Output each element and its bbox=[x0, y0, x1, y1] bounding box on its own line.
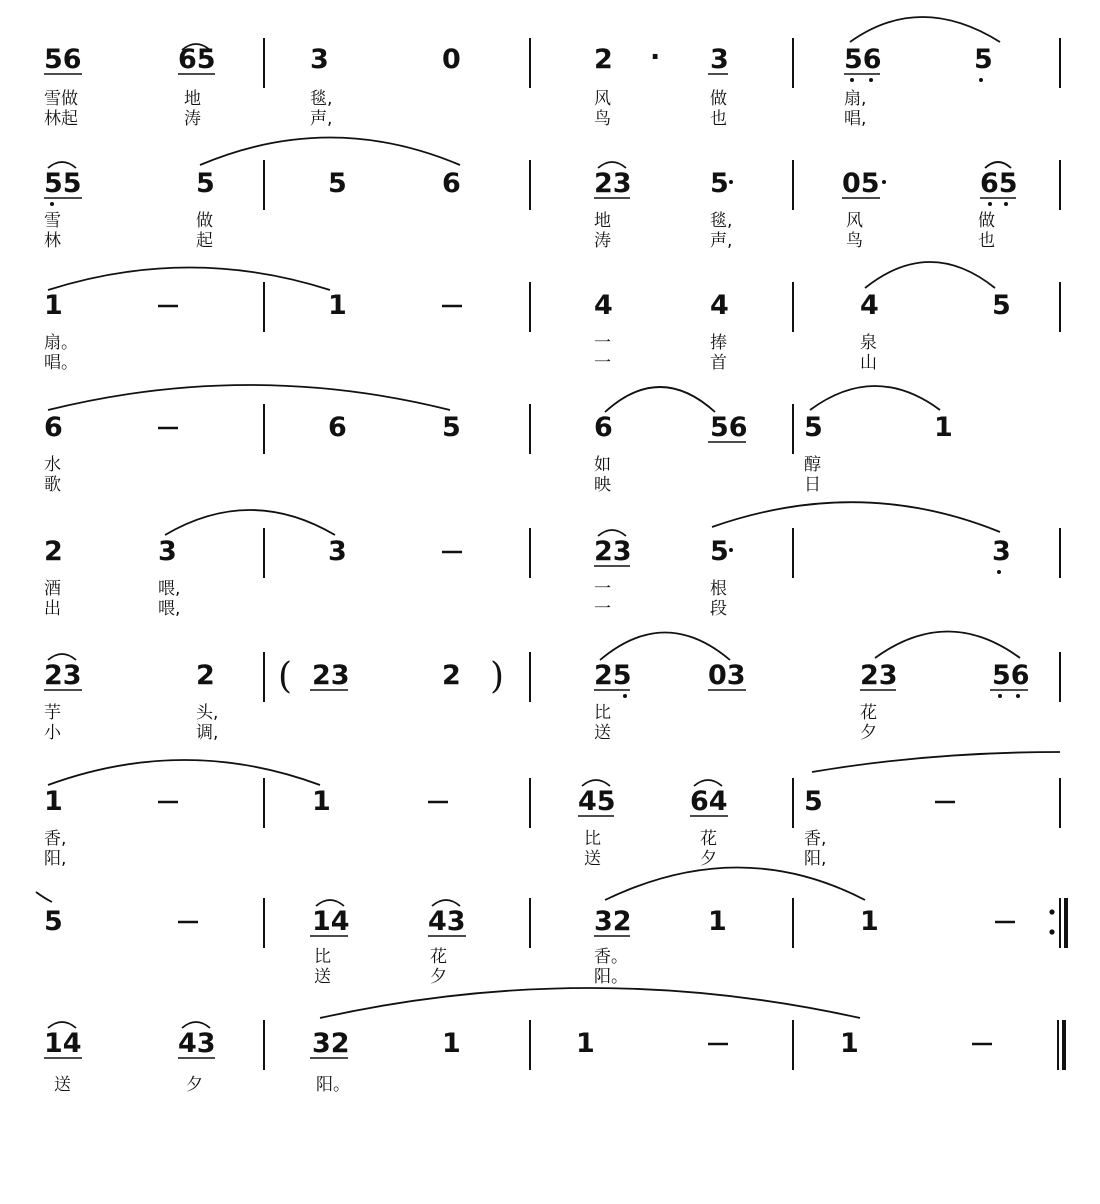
score-row-5 bbox=[44, 502, 1060, 619]
lyric: 段 bbox=[710, 599, 727, 619]
note: 2 bbox=[44, 536, 63, 567]
note: 0 bbox=[442, 44, 461, 75]
lyric: 也 bbox=[978, 231, 995, 251]
note: 5 bbox=[710, 168, 729, 199]
lyric: 喂, bbox=[158, 599, 181, 619]
lyric: 捧 bbox=[710, 333, 727, 353]
note: 55 bbox=[44, 168, 82, 199]
lyric: 比 bbox=[594, 703, 611, 723]
note: 5 bbox=[442, 412, 461, 443]
note: 14 bbox=[312, 906, 350, 937]
score-row-4 bbox=[44, 385, 953, 495]
lyric: 夕 bbox=[186, 1075, 203, 1095]
lyric: 醇 bbox=[804, 455, 821, 475]
lyric: 根 bbox=[710, 579, 727, 599]
note: 14 bbox=[44, 1028, 82, 1059]
lyric: 一 bbox=[594, 333, 611, 353]
note: 4 bbox=[710, 290, 729, 321]
note: 1 bbox=[442, 1028, 461, 1059]
note: 6 bbox=[442, 168, 461, 199]
slur bbox=[605, 868, 865, 901]
lyric: 芋 bbox=[44, 703, 61, 723]
lyric: 毯, bbox=[710, 211, 733, 231]
note: 3 bbox=[710, 44, 729, 75]
repeat-end-barline bbox=[1049, 898, 1066, 948]
lyric: 花 bbox=[700, 829, 717, 849]
lyric: 起 bbox=[196, 231, 213, 251]
note: 2 bbox=[196, 660, 215, 691]
note: 6 bbox=[44, 412, 63, 443]
note: 4 bbox=[860, 290, 879, 321]
note: 65 bbox=[178, 44, 216, 75]
lyric: 映 bbox=[594, 475, 611, 495]
note: 03 bbox=[708, 660, 746, 691]
lyric: 一 bbox=[594, 599, 611, 619]
lyric: 香, bbox=[44, 829, 67, 849]
lyric: 酒 bbox=[44, 579, 61, 599]
slur bbox=[600, 633, 730, 661]
note: 1 bbox=[840, 1028, 859, 1059]
lyric: 夕 bbox=[860, 723, 877, 743]
lyric: 送 bbox=[594, 723, 611, 743]
lyric: 也 bbox=[710, 109, 727, 129]
dot: · bbox=[650, 42, 661, 73]
note: 5 bbox=[804, 412, 823, 443]
lyric: 山 bbox=[860, 353, 877, 373]
lyric: 扇。 bbox=[44, 333, 78, 353]
note: 64 bbox=[690, 786, 728, 817]
note: 56 bbox=[992, 660, 1030, 691]
score-row-9 bbox=[44, 988, 1064, 1095]
slur bbox=[320, 988, 860, 1018]
lyric: 喂, bbox=[158, 579, 181, 599]
lyric: 夕 bbox=[700, 849, 717, 869]
note: 23 bbox=[594, 168, 632, 199]
note: 05 bbox=[842, 168, 880, 199]
slur bbox=[200, 138, 460, 166]
score-row-3 bbox=[44, 262, 1060, 373]
note: 5 bbox=[974, 44, 993, 75]
lyric: 做 bbox=[196, 211, 213, 231]
note: 3 bbox=[992, 536, 1011, 567]
slur bbox=[165, 510, 335, 535]
note: 1 bbox=[328, 290, 347, 321]
note: 45 bbox=[578, 786, 616, 817]
note: 32 bbox=[594, 906, 632, 937]
lyric: 林 bbox=[44, 231, 61, 251]
note: 56 bbox=[710, 412, 748, 443]
lyric: 水 bbox=[44, 455, 61, 475]
note: 56 bbox=[844, 44, 882, 75]
slur bbox=[812, 752, 1060, 772]
slur bbox=[850, 17, 1000, 42]
lyric: 头, bbox=[196, 703, 219, 723]
slur bbox=[875, 632, 1020, 659]
lyric: 送 bbox=[314, 967, 331, 987]
lyric: 声, bbox=[710, 231, 733, 251]
lyric: 阳。 bbox=[594, 967, 628, 987]
lyric: 花 bbox=[430, 947, 447, 967]
score-row-1 bbox=[44, 17, 1060, 129]
lyric: 地 bbox=[184, 89, 201, 109]
score-row-8 bbox=[36, 868, 1066, 988]
lyric: 送 bbox=[584, 849, 601, 869]
note: 2 bbox=[442, 660, 461, 691]
lyric: 风 bbox=[594, 89, 611, 109]
note: 5 bbox=[804, 786, 823, 817]
lyric: 阳, bbox=[804, 849, 827, 869]
note: 56 bbox=[44, 44, 82, 75]
lyric: 涛 bbox=[594, 231, 611, 251]
lyric: 扇, bbox=[844, 89, 867, 109]
note: 1 bbox=[708, 906, 727, 937]
score-row-7 bbox=[44, 752, 1060, 869]
score-row-6 bbox=[44, 632, 1060, 744]
lyric: 一 bbox=[594, 353, 611, 373]
lyric: 鸟 bbox=[594, 109, 611, 129]
note: 23 bbox=[44, 660, 82, 691]
lyric: 做 bbox=[978, 211, 995, 231]
note: 1 bbox=[44, 290, 63, 321]
lyric: 做 bbox=[710, 89, 727, 109]
final-barline bbox=[1058, 1020, 1064, 1070]
note: 65 bbox=[980, 168, 1018, 199]
lyric: 阳。 bbox=[316, 1075, 350, 1095]
slur bbox=[48, 385, 450, 410]
note: 3 bbox=[158, 536, 177, 567]
note: 25 bbox=[594, 660, 632, 691]
lyric: 歌 bbox=[44, 475, 61, 495]
lyric: 香。 bbox=[594, 947, 628, 967]
lyric: 地 bbox=[594, 211, 611, 231]
lyric: 日 bbox=[804, 475, 821, 495]
lyric: 阳, bbox=[44, 849, 67, 869]
note: 1 bbox=[934, 412, 953, 443]
score-row-2 bbox=[44, 138, 1060, 252]
lyric: 香, bbox=[804, 829, 827, 849]
note: 4 bbox=[594, 290, 613, 321]
close-paren: ) bbox=[490, 656, 505, 697]
lyric: 出 bbox=[44, 599, 61, 619]
note: 2 bbox=[594, 44, 613, 75]
note: 23 bbox=[312, 660, 350, 691]
lyric: 一 bbox=[594, 579, 611, 599]
lyric: 涛 bbox=[184, 109, 201, 129]
note: 5 bbox=[992, 290, 1011, 321]
slur bbox=[48, 268, 330, 291]
lyric: 调, bbox=[196, 723, 219, 743]
note: 5 bbox=[44, 906, 63, 937]
note: 1 bbox=[312, 786, 331, 817]
note: 5 bbox=[710, 536, 729, 567]
slur bbox=[36, 892, 52, 902]
slur bbox=[712, 502, 1000, 532]
lyric: 比 bbox=[314, 947, 331, 967]
note: 1 bbox=[576, 1028, 595, 1059]
note: 1 bbox=[860, 906, 879, 937]
slur bbox=[48, 760, 320, 785]
lyric: 林起 bbox=[44, 109, 78, 129]
note: 23 bbox=[594, 536, 632, 567]
note: 5 bbox=[328, 168, 347, 199]
lyric: 毯, bbox=[310, 89, 333, 109]
lyric: 如 bbox=[594, 455, 611, 475]
note: 5 bbox=[196, 168, 215, 199]
slur bbox=[605, 387, 715, 412]
slur bbox=[810, 386, 940, 410]
lyric: 花 bbox=[860, 703, 877, 723]
note: 6 bbox=[594, 412, 613, 443]
lyric: 唱。 bbox=[44, 353, 78, 373]
lyric: 鸟 bbox=[846, 231, 863, 251]
lyric: 比 bbox=[584, 829, 601, 849]
lyric: 声, bbox=[310, 109, 333, 129]
open-paren: ( bbox=[278, 656, 293, 697]
note: 43 bbox=[178, 1028, 216, 1059]
lyric: 风 bbox=[846, 211, 863, 231]
note: 3 bbox=[310, 44, 329, 75]
lyric: 泉 bbox=[860, 333, 877, 353]
note: 1 bbox=[44, 786, 63, 817]
lyric: 雪做 bbox=[44, 89, 78, 109]
note: 23 bbox=[860, 660, 898, 691]
lyric: 夕 bbox=[430, 967, 447, 987]
note: 32 bbox=[312, 1028, 350, 1059]
lyric: 送 bbox=[54, 1075, 71, 1095]
lyric: 小 bbox=[44, 723, 61, 743]
lyric: 唱, bbox=[844, 109, 867, 129]
note: 6 bbox=[328, 412, 347, 443]
note: 3 bbox=[328, 536, 347, 567]
slur bbox=[865, 262, 995, 288]
lyric: 首 bbox=[710, 353, 727, 373]
note: 43 bbox=[428, 906, 466, 937]
lyric: 雪 bbox=[44, 211, 61, 231]
